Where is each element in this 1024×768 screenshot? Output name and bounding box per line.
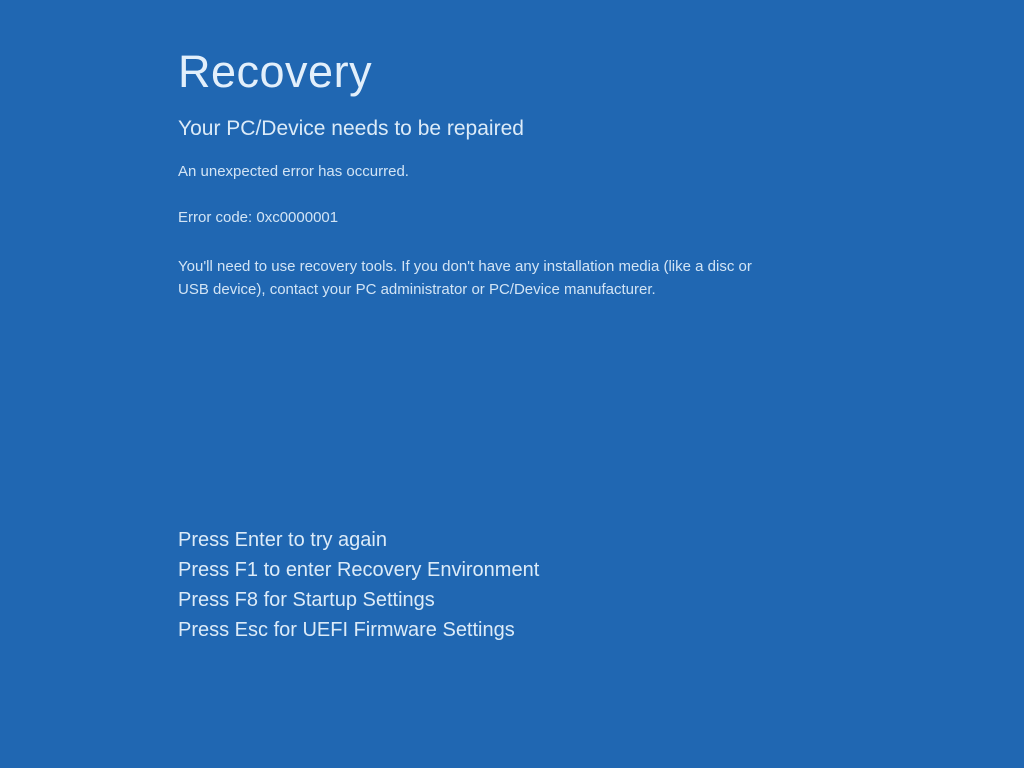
page-title: Recovery (178, 46, 373, 97)
option-press-enter: Press Enter to try again (178, 529, 387, 551)
option-press-esc: Press Esc for UEFI Firmware Settings (178, 619, 515, 641)
error-code: Error code: 0xc0000001 (178, 209, 339, 226)
recovery-instructions: You'll need to use recovery tools. If you don't have any installation media (like a disc or USB device), contact your PC administrator or PC/Device manufacturer. (178, 258, 752, 298)
key-press-options (178, 525, 539, 645)
error-message: An unexpected error has occurred. (178, 163, 409, 180)
recovery-content (178, 0, 978, 768)
option-press-f8: Press F8 for Startup Settings (178, 589, 435, 611)
repair-subtitle: Your PC/Device needs to be repaired (178, 117, 524, 140)
option-press-f1: Press F1 to enter Recovery Environment (178, 559, 540, 581)
